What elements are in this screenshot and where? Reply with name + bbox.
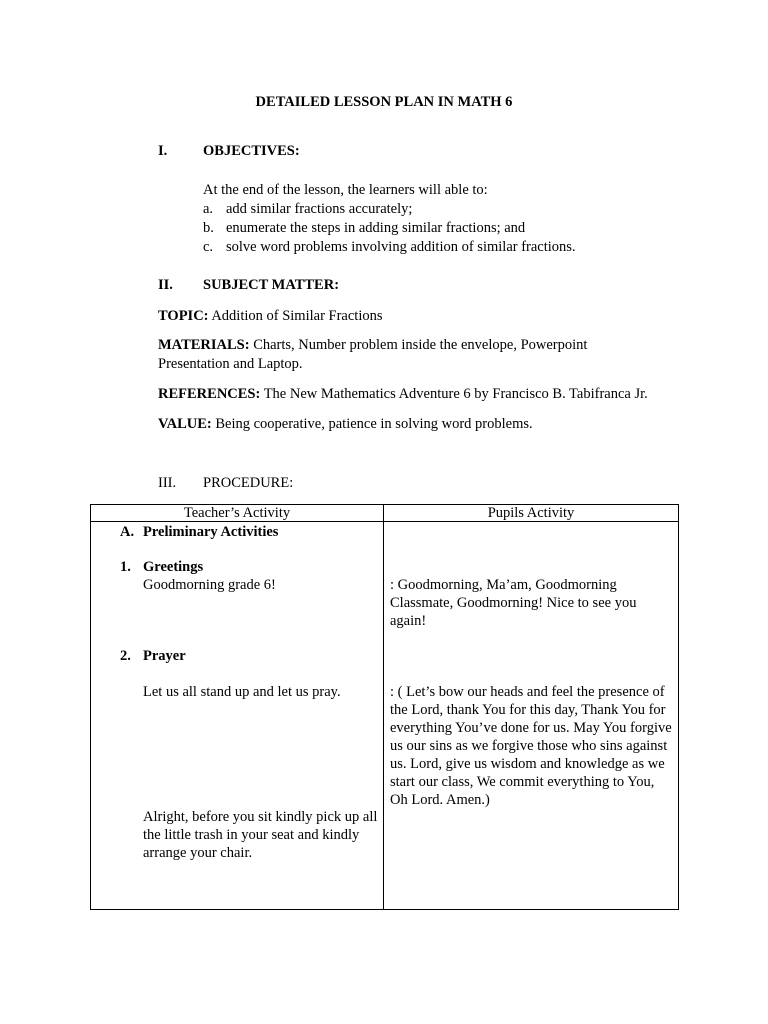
materials-label: MATERIALS:: [158, 337, 250, 353]
pupils-activity-header: Pupils Activity: [384, 505, 679, 522]
procedure-table: [90, 504, 679, 910]
objectives-heading: OBJECTIVES:: [203, 143, 300, 159]
teacher-activity-cell: [91, 522, 384, 910]
preliminary-heading: Preliminary Activities: [143, 524, 279, 540]
document-title: DETAILED LESSON PLAN IN MATH 6: [255, 94, 513, 110]
topic-line: [158, 307, 678, 326]
objectives-numeral: I.: [158, 143, 168, 159]
value-value: Being cooperative, patience in solving word problems.: [211, 416, 533, 432]
greetings-text: Goodmorning grade 6!: [143, 577, 276, 593]
teacher-activity-header: Teacher’s Activity: [91, 505, 384, 522]
list-marker: c.: [203, 239, 214, 255]
list-marker: b.: [203, 220, 214, 236]
greetings-heading: Greetings: [143, 559, 204, 575]
greetings-reply-text: : Goodmorning, Ma’am, Goodmorning Classmate, Goodmorning! Nice to see you again!: [390, 577, 637, 629]
materials-value: Charts, Number problem inside the envelope, Powerpoint Presentation and Laptop.: [158, 337, 588, 372]
preliminary-marker: A.: [120, 524, 135, 540]
prayer-reply-text: : ( Let’s bow our heads and feel the presence of the Lord, thank You for this day, Thank You for everything You’ve done for us. May You forgive us our sins as we forgive those who sins against us. Lord, give us wisdom and knowledge as we start our class, We commit everything to You, Oh Lord. Amen.): [390, 684, 672, 808]
table-row: [91, 522, 679, 910]
table-header-row: [91, 505, 679, 522]
greetings-marker: 1.: [120, 559, 131, 575]
procedure-numeral: III.: [158, 475, 177, 491]
list-marker: a.: [203, 201, 214, 217]
objectives-intro: At the end of the lesson, the learners will able to:: [203, 182, 488, 198]
references-label: REFERENCES:: [158, 386, 261, 402]
references-value: The New Mathematics Adventure 6 by Francisco B. Tabifranca Jr.: [260, 386, 648, 402]
list-item: [203, 238, 576, 257]
trash-instruction-text: Alright, before you sit kindly pick up all the little trash in your seat and kindly arrange your chair.: [143, 809, 378, 861]
list-item-text: add similar fractions accurately;: [226, 201, 413, 217]
list-item-text: solve word problems involving addition of similar fractions.: [226, 239, 576, 255]
references-line: [158, 385, 678, 404]
topic-label: TOPIC:: [158, 308, 209, 324]
value-label: VALUE:: [158, 416, 212, 432]
prayer-marker: 2.: [120, 648, 131, 664]
subject-matter-heading: SUBJECT MATTER:: [203, 277, 340, 293]
pupils-activity-cell: [384, 522, 679, 910]
subject-matter-numeral: II.: [158, 277, 173, 293]
objectives-list: [203, 181, 576, 257]
procedure-heading: PROCEDURE:: [203, 475, 294, 491]
list-item: [203, 219, 576, 238]
prayer-text: Let us all stand up and let us pray.: [143, 684, 341, 700]
list-item-text: enumerate the steps in adding similar fractions; and: [226, 220, 526, 236]
list-item: [203, 200, 576, 219]
materials-line: [158, 336, 628, 374]
value-line: [158, 415, 678, 434]
topic-value: Addition of Similar Fractions: [208, 308, 383, 324]
prayer-heading: Prayer: [143, 648, 186, 664]
